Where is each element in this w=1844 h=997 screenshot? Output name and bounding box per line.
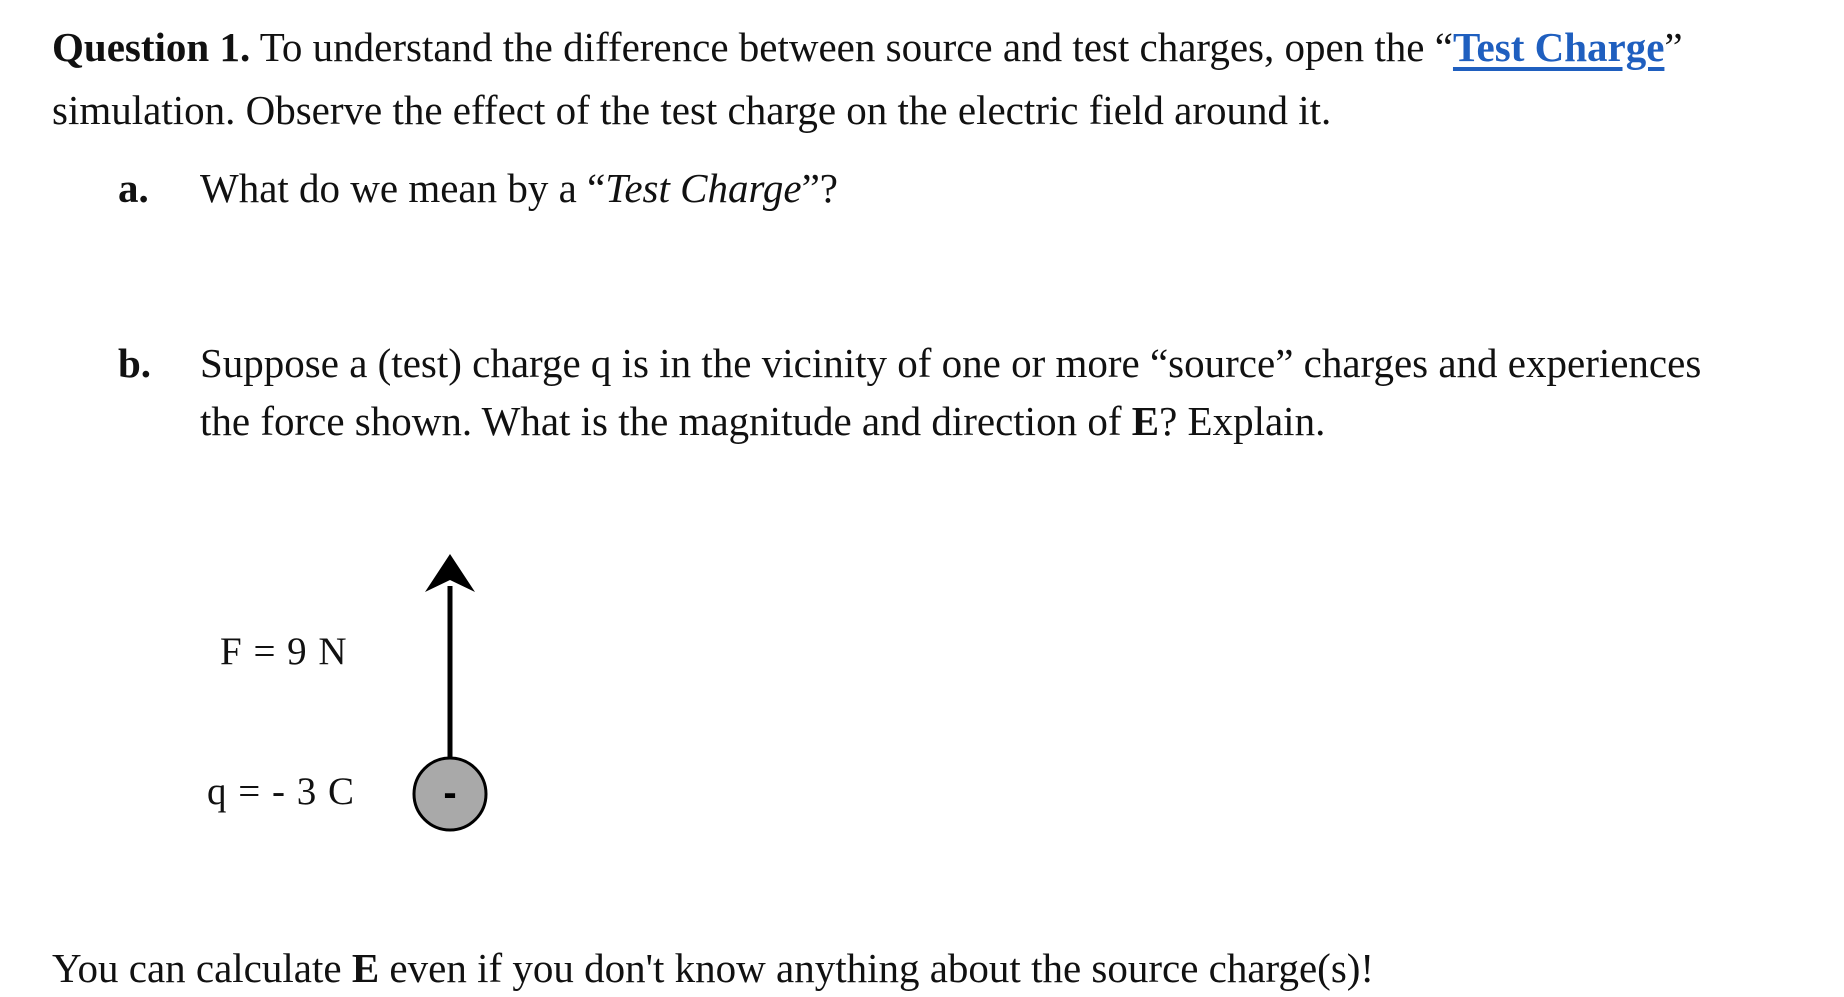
part-a-marker: a. [118,165,149,211]
charge-label: q = - 3 C [207,770,355,813]
force-arrow [425,554,475,760]
part-b-line-2 [200,392,1325,450]
force-diagram [380,540,500,840]
question-1-line-2: simulation. Observe the effect of the test charge on the electric field around it. [52,87,1332,133]
test-charge-link[interactable]: Test Charge [1452,24,1665,70]
part-a-text-end: ”? [801,165,838,211]
footer-note [52,939,1374,997]
footer-field-symbol: E [351,945,380,991]
footer-text-end: even if you don't know anything about the source charge(s)! [379,945,1375,991]
negative-charge-icon [414,758,486,830]
part-a-italic-term: Test Charge [605,165,802,211]
part-b-line-1: Suppose a (test) charge q is in the vicinity of one or more “source” charges and experiences [200,340,1702,386]
force-label: F = 9 N [220,630,348,673]
charge-sign: - [443,771,457,815]
part-b-text-end: ? Explain. [1159,398,1326,444]
part-b-field-symbol: E [1131,398,1160,444]
question-intro-text: To understand the difference between source and test charges, open the “ [250,24,1453,70]
part-b-marker: b. [118,340,152,386]
question-quote-close: ” [1664,24,1683,70]
part-a-question [200,159,838,217]
question-label: Question 1. [52,24,251,70]
part-a-text: What do we mean by a “ [200,165,606,211]
question-1-line-1 [52,18,1683,76]
footer-text: You can calculate [52,945,352,991]
part-b-text: the force shown. What is the magnitude and direction of [200,398,1132,444]
